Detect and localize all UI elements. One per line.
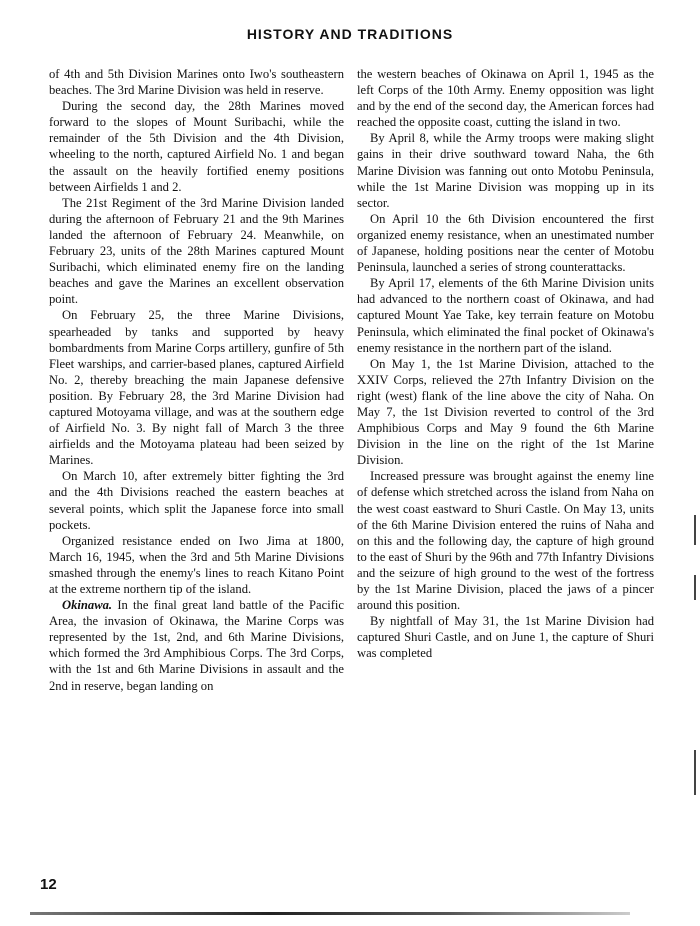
- scan-edge-mark: [694, 750, 696, 795]
- scan-edge-mark: [694, 575, 696, 600]
- bottom-scan-edge: [30, 912, 630, 915]
- paragraph: By April 17, elements of the 6th Marine Division units had advanced to the northern coast of Okinawa, and had captured Mount Yae Take, key terrain feature on Motobu Peninsula, which eliminated the final pocket of Okinawa's enemy resistance in the northern part of the island.: [357, 276, 654, 355]
- running-header: HISTORY AND TRADITIONS: [246, 26, 454, 42]
- paragraph: By nightfall of May 31, the 1st Marine Division had captured Shuri Castle, and on June 1, the capture of Shuri was completed: [357, 614, 654, 661]
- paragraph: Increased pressure was brought against the enemy line of defense which stretched across the island from Naha on the west coast eastward to Shuri Castle. On May 13, units of the 6th Marine Division entered the ruins of Naha and on this and the following day, the capture of high ground to the east of Shuri by the 96th and 77th Infantry Divisions and the seizure of high ground to the west of the fortress by the 1st Marine Division, placed the jaws of a pincer around this position.: [357, 469, 654, 613]
- scan-edge-mark: [694, 515, 696, 545]
- right-column: [357, 66, 654, 661]
- paragraph: During the second day, the 28th Marines moved forward to the slopes of Mount Suribachi, while the remainder of the 5th Division and the 4th Division, wheeling to the north, captured Airfield No. 1 and began the assault on the heavily fortified enemy positions between Airfields 1 and 2.: [49, 99, 344, 194]
- paragraph: On May 1, the 1st Marine Division, attached to the XXIV Corps, relieved the 27th Infantry Division on the right (west) flank of the line above the city of Naha. On May 7, the 1st Division reverted to control of the 3rd Amphibious Corps and May 9 found the 6th Marine Division in the line on the right of the 1st Marine Division.: [357, 356, 654, 468]
- paragraph: On February 25, the three Marine Divisions, spearheaded by tanks and supported by heavy bombardments from Marine Corps artillery, gunfire of 5th Fleet warships, and carrier-based planes, captured Airfield No. 2, thereby breaching the main Japanese defensive position. By February 28, the 3rd Marine Division had captured Motoyama village, and was at the southern edge of Airfield No. 3. By night fall of March 3 the three airfields and the Motoyama plateau had been seized by Marines.: [49, 308, 344, 468]
- paragraph: On April 10 the 6th Division encountered the first organized enemy resistance, when an unestimated number of Japanese, holding positions near the center of Motobu Peninsula, launched a series of strong counterattacks.: [357, 211, 654, 275]
- paragraph: The 21st Regiment of the 3rd Marine Division landed during the afternoon of February 21 and the 9th Marines landed the afternoon of February 24. Meanwhile, on February 23, units of the 28th Marines captured Mount Suribachi, which eliminated enemy fire on the landing beaches and gave the Marines an excellent observation point.: [49, 195, 344, 307]
- paragraph: By April 8, while the Army troops were making slight gains in their drive southward toward Naha, the 6th Marine Division was fanning out onto Motobu Peninsula, while the 1st Marine Division was mopping up in its sector.: [357, 131, 654, 210]
- paragraph: Organized resistance ended on Iwo Jima at 1800, March 16, 1945, when the 3rd and 5th Marine Divisions smashed through the enemy's lines to reach Kitano Point at the extreme northern tip of the island.: [49, 533, 344, 596]
- okinawa-text: In the final great land battle of the Pacific Area, the invasion of Okinawa, the Marine Corps was represented by the 1st, 2nd, and 6th Marine Divisions, which formed the 3rd Amphibious Corps. The 3rd Corps, with the 1st and 6th Marine Divisions in assault and the 2nd in reserve, began landing on: [49, 598, 344, 693]
- paragraph: of 4th and 5th Division Marines onto Iwo's southeastern beaches. The 3rd Marine Division was held in reserve.: [49, 67, 344, 98]
- page-number: 12: [40, 876, 57, 893]
- paragraph: the western beaches of Okinawa on April 1, 1945 as the left Corps of the 10th Army. Enemy opposition was light and by the end of the second day, the American forces had reached the opposite coast, cutting the island in two.: [357, 67, 654, 130]
- left-column: [49, 66, 344, 694]
- okinawa-paragraph: [49, 597, 344, 694]
- section-heading-okinawa: Okinawa.: [62, 598, 113, 613]
- paragraph: On March 10, after extremely bitter fighting the 3rd and the 4th Divisions reached the eastern beaches at several points, which split the Japanese force into small pockets.: [49, 469, 344, 532]
